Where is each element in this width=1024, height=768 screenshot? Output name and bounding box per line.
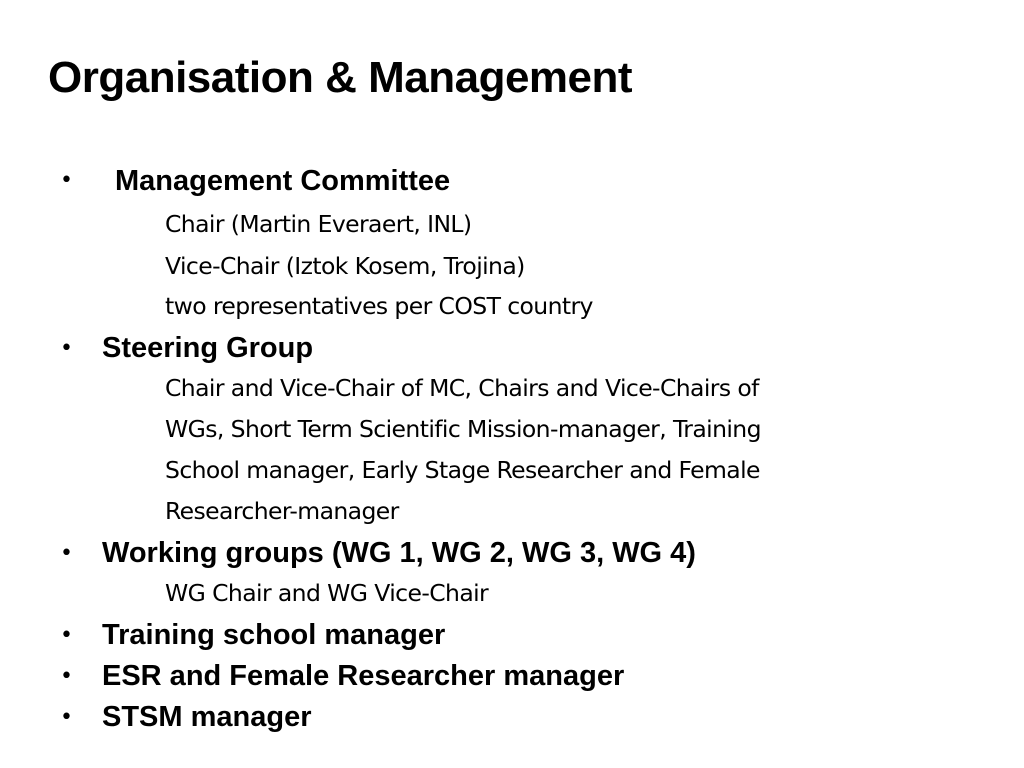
section-line: Vice-Chair (Iztok Kosem, Trojina): [165, 252, 525, 280]
section-line: Researcher-manager: [165, 497, 399, 525]
section-line: Chair (Martin Everaert, INL): [165, 210, 472, 238]
slide-title: Organisation & Management: [48, 53, 633, 102]
section-line: School manager, Early Stage Researcher and Female: [165, 456, 760, 484]
bullet-icon: •: [60, 705, 73, 730]
bullet-icon: •: [60, 168, 73, 193]
bullet-icon: •: [60, 664, 73, 689]
bullet-icon: •: [60, 541, 73, 566]
section-line: Chair and Vice-Chair of MC, Chairs and Vice-Chairs of: [165, 374, 759, 402]
section-heading-stsm-manager: STSM manager: [102, 701, 312, 733]
bullet-icon: •: [60, 336, 73, 361]
section-heading-esr-female-researcher-manager: ESR and Female Researcher manager: [102, 660, 625, 692]
section-heading-working-groups: Working groups (WG 1, WG 2, WG 3, WG 4): [102, 537, 696, 569]
section-heading-training-school-manager: Training school manager: [102, 619, 446, 651]
section-heading-steering-group: Steering Group: [102, 332, 314, 364]
bullet-icon: •: [60, 623, 73, 648]
section-line: WGs, Short Term Scientific Mission-manager, Training: [165, 415, 761, 443]
section-line: WG Chair and WG Vice-Chair: [165, 579, 489, 607]
section-heading-management-committee: Management Committee: [115, 165, 451, 197]
section-line: two representatives per COST country: [165, 292, 593, 320]
